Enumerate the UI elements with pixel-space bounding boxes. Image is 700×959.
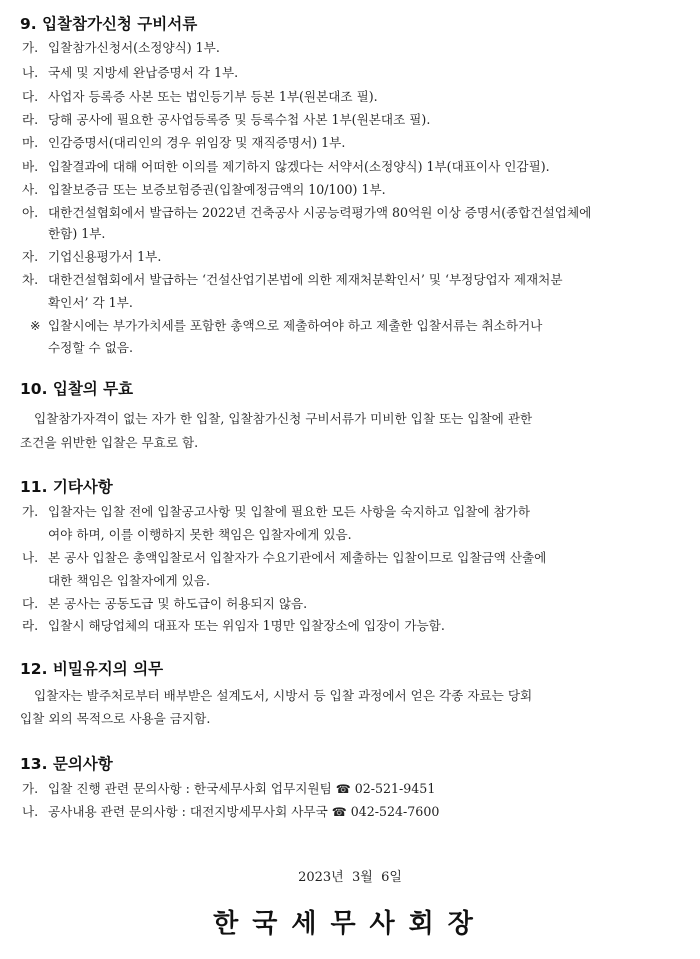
s11-item-da: 다. 본 공사는 공동도급 및 하도급이 허용되지 않음. <box>22 596 308 611</box>
section-13-title: 13. 문의사항 <box>20 755 113 773</box>
s10-paragraph-line-2: 조건을 위반한 입찰은 무효로 함. <box>20 435 199 450</box>
s9-item-a-continuation: 한함) 1부. <box>48 226 106 241</box>
s11-item-ra: 라. 입찰시 해당업체의 대표자 또는 위임자 1명만 입찰장소에 입장이 가능함. <box>22 618 445 633</box>
s11-item-ga-continuation: 여야 하며, 이를 이행하지 못한 책임은 입찰자에게 있음. <box>48 527 352 542</box>
section-10-title: 10. 입찰의 무효 <box>20 380 134 398</box>
s9-item-ja: 자. 기업신용평가서 1부. <box>22 249 162 264</box>
s11-item-na-continuation: 대한 책임은 입찰자에게 있음. <box>48 573 210 588</box>
section-9-title: 9. 입찰참가신청 구비서류 <box>20 15 198 33</box>
s13-item-ga: 가. 입찰 진행 관련 문의사항 : 한국세무사회 업무지원팀 ☎ 02-521-9451 <box>22 781 436 796</box>
s9-item-a: 아. 대한건설협회에서 발급하는 2022년 건축공사 시공능력평가액 80억원 이상 증명서(종합건설업체에 <box>22 205 592 220</box>
telephone-icon: ☎ <box>331 805 347 819</box>
reference-mark-icon: ※ <box>30 318 41 333</box>
phone-number: 042-524-7600 <box>350 804 440 819</box>
issuer-signature: 한국세무사회장 <box>213 909 487 939</box>
s9-item-cha: 차. 대한건설협회에서 발급하는 ‘건설산업기본법에 의한 제재처분확인서’ 및 ‘부정당업자 제재처분 <box>22 272 563 287</box>
s9-note: ※ 입찰시에는 부가가치세를 포함한 총액으로 제출하여야 하고 제출한 입찰서류는 취소하거나 <box>30 314 542 338</box>
s11-item-ga: 가. 입찰자는 입찰 전에 입찰공고사항 및 입찰에 필요한 모든 사항을 숙지하고 입찰에 참가하 <box>22 504 530 519</box>
s9-item-ba: 바. 입찰결과에 대해 어떠한 이의를 제기하지 않겠다는 서약서(소정양식) 1부(대표이사 인감필). <box>22 159 550 174</box>
s12-paragraph-line-2: 입찰 외의 목적으로 사용을 금지함. <box>20 711 211 726</box>
telephone-icon: ☎ <box>335 782 351 796</box>
s9-item-ra: 라. 당해 공사에 필요한 공사업등록증 및 등록수첩 사본 1부(원본대조 필). <box>22 112 431 127</box>
s11-item-na: 나. 본 공사 입찰은 총액입찰로서 입찰자가 수요기관에서 제출하는 입찰이므로 입찰금액 산출에 <box>22 550 547 565</box>
s10-paragraph-line-1: 입찰참가자격이 없는 자가 한 입찰, 입찰참가신청 구비서류가 미비한 입찰 또는 입찰에 관한 <box>34 411 533 426</box>
s9-item-ga: 가. 입찰참가신청서(소정양식) 1부. <box>22 40 220 55</box>
section-11-title: 11. 기타사항 <box>20 478 113 496</box>
s9-note-continuation: 수정할 수 없음. <box>48 340 134 355</box>
section-12-title: 12. 비밀유지의 의무 <box>20 660 164 678</box>
s13-item-na: 나. 공사내용 관련 문의사항 : 대전지방세무사회 사무국 ☎ 042-524-7600 <box>22 804 440 819</box>
s9-item-da: 다. 사업자 등록증 사본 또는 법인등기부 등본 1부(원본대조 필). <box>22 89 378 104</box>
phone-number: 02-521-9451 <box>354 781 436 796</box>
s9-item-ma: 마. 인감증명서(대리인의 경우 위임장 및 재직증명서) 1부. <box>22 135 346 150</box>
document-date: 2023년 3월 6일 <box>298 870 402 885</box>
s9-item-na: 나. 국세 및 지방세 완납증명서 각 1부. <box>22 65 239 80</box>
s9-item-sa: 사. 입찰보증금 또는 보증보험증권(입찰예정금액의 10/100) 1부. <box>22 182 386 197</box>
s12-paragraph-line-1: 입찰자는 발주처로부터 배부받은 설계도서, 시방서 등 입찰 과정에서 얻은 각종 자료는 당회 <box>34 688 533 703</box>
s9-item-cha-continuation: 확인서’ 각 1부. <box>48 295 133 310</box>
